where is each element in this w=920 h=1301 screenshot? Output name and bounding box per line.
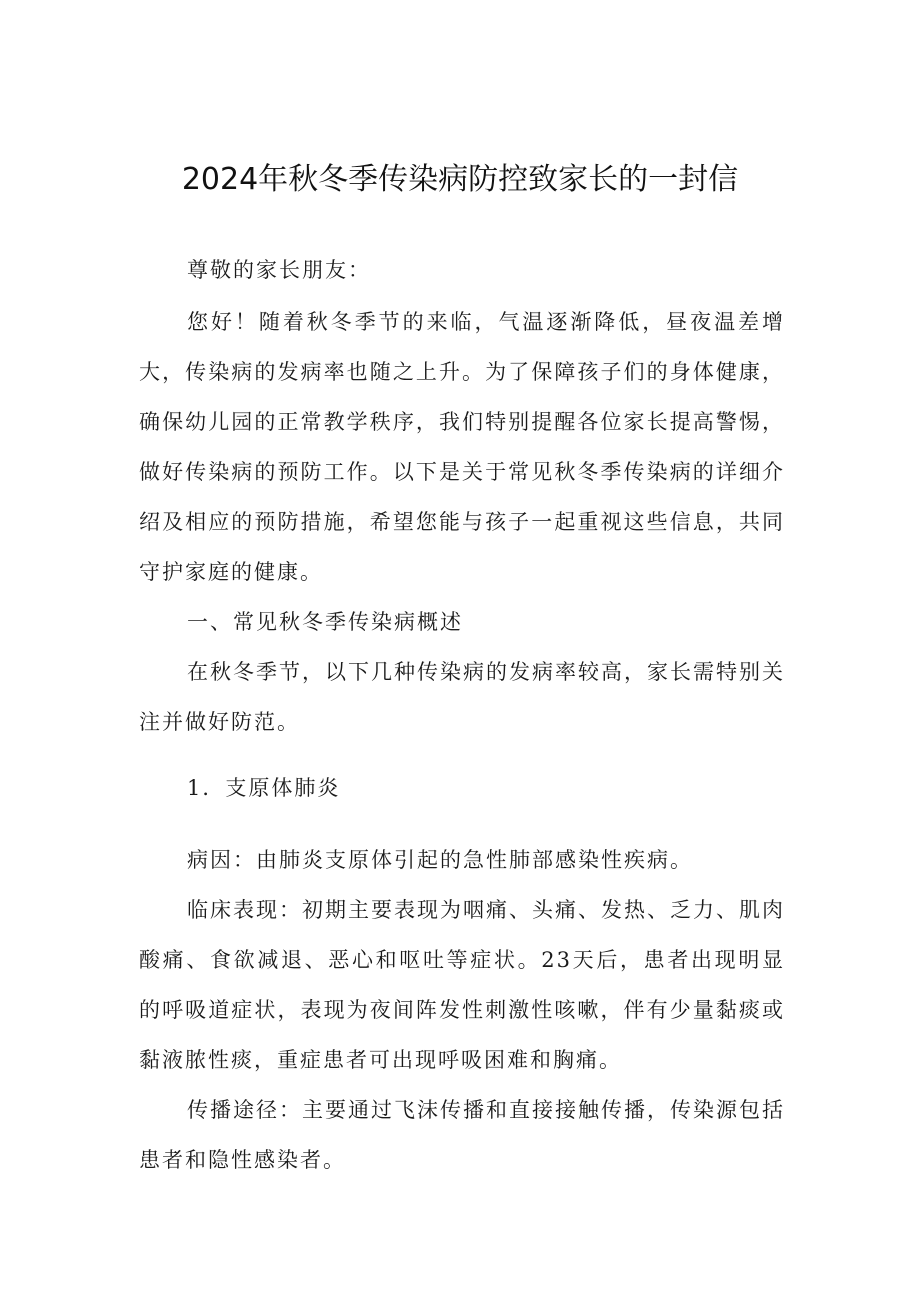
document-title: 2024年秋冬季传染病防控致家长的一封信 bbox=[181, 162, 739, 197]
intro-paragraph: 您好！随着秋冬季节的来临，气温逐渐降低，昼夜温差增大，传染病的发病率也随之上升。为了保障孩子们的身体健康，确保幼儿园的正常教学秩序，我们特别提醒各位家长提高警惕，做好传染病的预防工作。以下是关于常见秋冬季传染病的详细介绍及相应的预防措施，希望您能与孩子一起重视这些信息，共同守护家庭的健康。 bbox=[139, 310, 785, 584]
document-body bbox=[139, 245, 785, 1185]
item-1-heading: 1．支原体肺炎 bbox=[187, 776, 341, 800]
salutation: 尊敬的家长朋友： bbox=[187, 258, 371, 282]
section-heading-1: 一、常见秋冬季传染病概述 bbox=[187, 610, 463, 634]
item-1-cause-paragraph: 病因：由肺炎支原体引起的急性肺部感染性疾病。 bbox=[187, 848, 693, 872]
section-1-intro-paragraph: 在秋冬季节，以下几种传染病的发病率较高，家长需特别关注并做好防范。 bbox=[139, 660, 785, 734]
item-1-symptoms-paragraph: 临床表现：初期主要表现为咽痛、头痛、发热、乏力、肌肉酸痛、食欲减退、恶心和呕吐等症状。23天后，患者出现明显的呼吸道症状，表现为夜间阵发性刺激性咳嗽，伴有少量黏痰或黏液脓性痰，重症患者可出现呼吸困难和胸痛。 bbox=[139, 898, 785, 1072]
item-1-transmission-paragraph: 传播途径：主要通过飞沫传播和直接接触传播，传染源包括患者和隐性感染者。 bbox=[139, 1098, 785, 1172]
